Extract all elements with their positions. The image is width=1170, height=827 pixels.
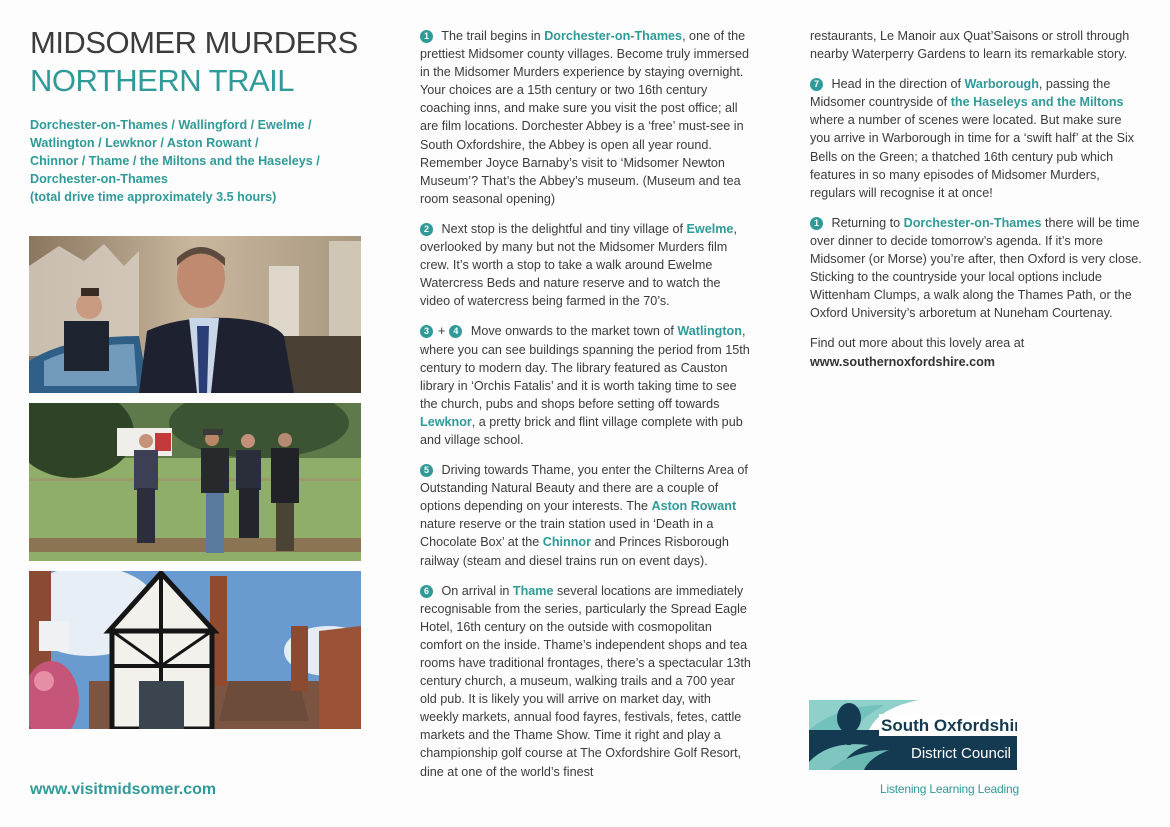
place-name: Lewknor bbox=[420, 414, 472, 429]
stop-number-badge: 5 bbox=[420, 464, 433, 477]
stop-number-badge: 2 bbox=[420, 223, 433, 236]
place-name: Dorchester-on-Thames bbox=[903, 215, 1042, 230]
place-name: Ewelme bbox=[686, 221, 734, 236]
route-line: Dorchester-on-Thames bbox=[30, 172, 168, 186]
stop-5: 5 Driving towards Thame, you enter the Chilterns Area of Outstanding Natural Beauty and there are a couple of options depending on your interests. The Aston Rowant nature reserve or the train station used in ‘Death in a Chocolate Box’ at the Chinnor and Princes Risborough railway (steam and diesel trains run on event days). bbox=[420, 463, 748, 568]
stop-3-4: 3 + 4 Move onwards to the market town of Watlington, where you can see buildings spanning the period from 15th century to modern day. The library featured as Causton library in ‘Orchis Fatalis’ and it is worth taking time to see the church, pubs and shops before setting off towards Lewknor, a pretty brick and flint village complete with pub and village school. bbox=[420, 324, 750, 447]
stop-number-badge: 6 bbox=[420, 585, 433, 598]
place-name: the Haseleys and the Miltons bbox=[950, 95, 1124, 110]
logo-line-2: District Council bbox=[911, 745, 1012, 762]
find-out-more: Find out more about this lovely area at www.southernoxfordshire.com bbox=[810, 336, 1025, 369]
place-name: Thame bbox=[512, 583, 554, 598]
photo-detective bbox=[29, 236, 361, 393]
stop-7: 7 Head in the direction of Warborough, passing the Midsomer countryside of the Haseleys and the Miltons where a number of scenes were located. But make sure you arrive in Warborough in time for a ‘swift half’ at the Six Bells on the Green; a thatched 16th century pub which features in so many episodes of Midsomer Murders, regulars will recognise it at once! bbox=[810, 77, 1135, 200]
route-line: Chinnor / Thame / the Miltons and the Haseleys / bbox=[30, 154, 320, 168]
place-name: Warborough bbox=[964, 77, 1039, 92]
route-line: Dorchester-on-Thames / Wallingford / Ewelme / bbox=[30, 118, 312, 132]
trail-column-2 bbox=[420, 27, 752, 793]
photo-village-green bbox=[29, 403, 361, 561]
place-name: Dorchester-on-Thames bbox=[544, 29, 683, 43]
stop-1: 1 The trail begins in Dorchester-on-Thames, one of the prettiest Midsomer county villages. Become truly immersed in the Midsomer Murders experience by staying overnight. Your choices are a 15th century or two 16th century coaching inns, and make sure you visit the post office; all are film locations. Dorchester Abbey is a ‘free’ must-see in South Oxfordshire, the Abbey is open all year round. Remember Joyce Barnaby’s visit to ‘Midsomer Newton Museum’? That’s the Abbey’s museum. (Museum and tea room seasonal opening) bbox=[420, 29, 749, 206]
stop-number-badge: 1 bbox=[810, 217, 823, 230]
title-line-2: NORTHERN TRAIL bbox=[30, 63, 295, 98]
stop-number-badge: 4 bbox=[449, 325, 462, 338]
route-list bbox=[30, 116, 360, 206]
trail-column-3 bbox=[810, 27, 1145, 383]
visitmidsomer-link[interactable]: www.visitmidsomer.com bbox=[30, 781, 217, 798]
logo-line-1: South Oxfordshire bbox=[881, 716, 1017, 735]
route-line: Watlington / Lewknor / Aston Rowant / bbox=[30, 136, 259, 150]
title-line-1: MIDSOMER MURDERS bbox=[30, 25, 358, 60]
logo-tagline: Listening Learning Leading bbox=[880, 782, 1019, 796]
stop-number-badge: 1 bbox=[420, 30, 433, 43]
stop-2: 2 Next stop is the delightful and tiny village of Ewelme, overlooked by many but not the Midsomer Murders film crew. It’s worth a stop to take a walk around Ewelme Watercress Beds and nature reserve and to watch the video of watercress being farmed in the 70’s. bbox=[420, 221, 737, 309]
place-name: Watlington bbox=[677, 324, 742, 339]
stop-number-badge: 3 bbox=[420, 325, 433, 338]
stop-6: 6 On arrival in Thame several locations are immediately recognisable from the series, particularly the Spread Eagle Hotel, 16th century on the outside with cosmopolitan comfort on the inside. Thame’s independent shops and tea rooms have traditional frontages, there’s a spectacular 13th century church, a museum, walking trails and a 700 year old pub. It is likely you will arrive on market day, with weekly markets, annual food fayres, festivals, fetes, cattle markets and the Thame Show. Time it right and play a championship golf course at The Oxfordshire Golf Resort, dine at one of the world’s finest bbox=[420, 583, 751, 779]
stop-return: 1 Returning to Dorchester-on-Thames there will be time over dinner to decide tomorrow’s agenda. If it’s more Midsomer (or Morse) you’re after, then Oxford is very close. Sticking to the countryside your local options include Wittenham Clumps, a walk along the Thames Path, or the Oxford University’s arboretum at Nuneham Courtenay. bbox=[810, 215, 1142, 321]
drive-time: (total drive time approximately 3.5 hours) bbox=[30, 190, 277, 204]
place-name: Chinnor bbox=[542, 535, 592, 550]
place-name: Aston Rowant bbox=[651, 499, 737, 514]
stop-6-continued: restaurants, Le Manoir aux Quat’Saisons or stroll through nearby Waterperry Gardens to learn its remarkable story. bbox=[810, 29, 1130, 62]
photo-tudor-building bbox=[29, 571, 361, 729]
stop-number-badge: 7 bbox=[810, 78, 823, 91]
south-oxfordshire-logo bbox=[809, 700, 1017, 770]
southernoxfordshire-link[interactable]: www.southernoxfordshire.com bbox=[810, 354, 995, 369]
